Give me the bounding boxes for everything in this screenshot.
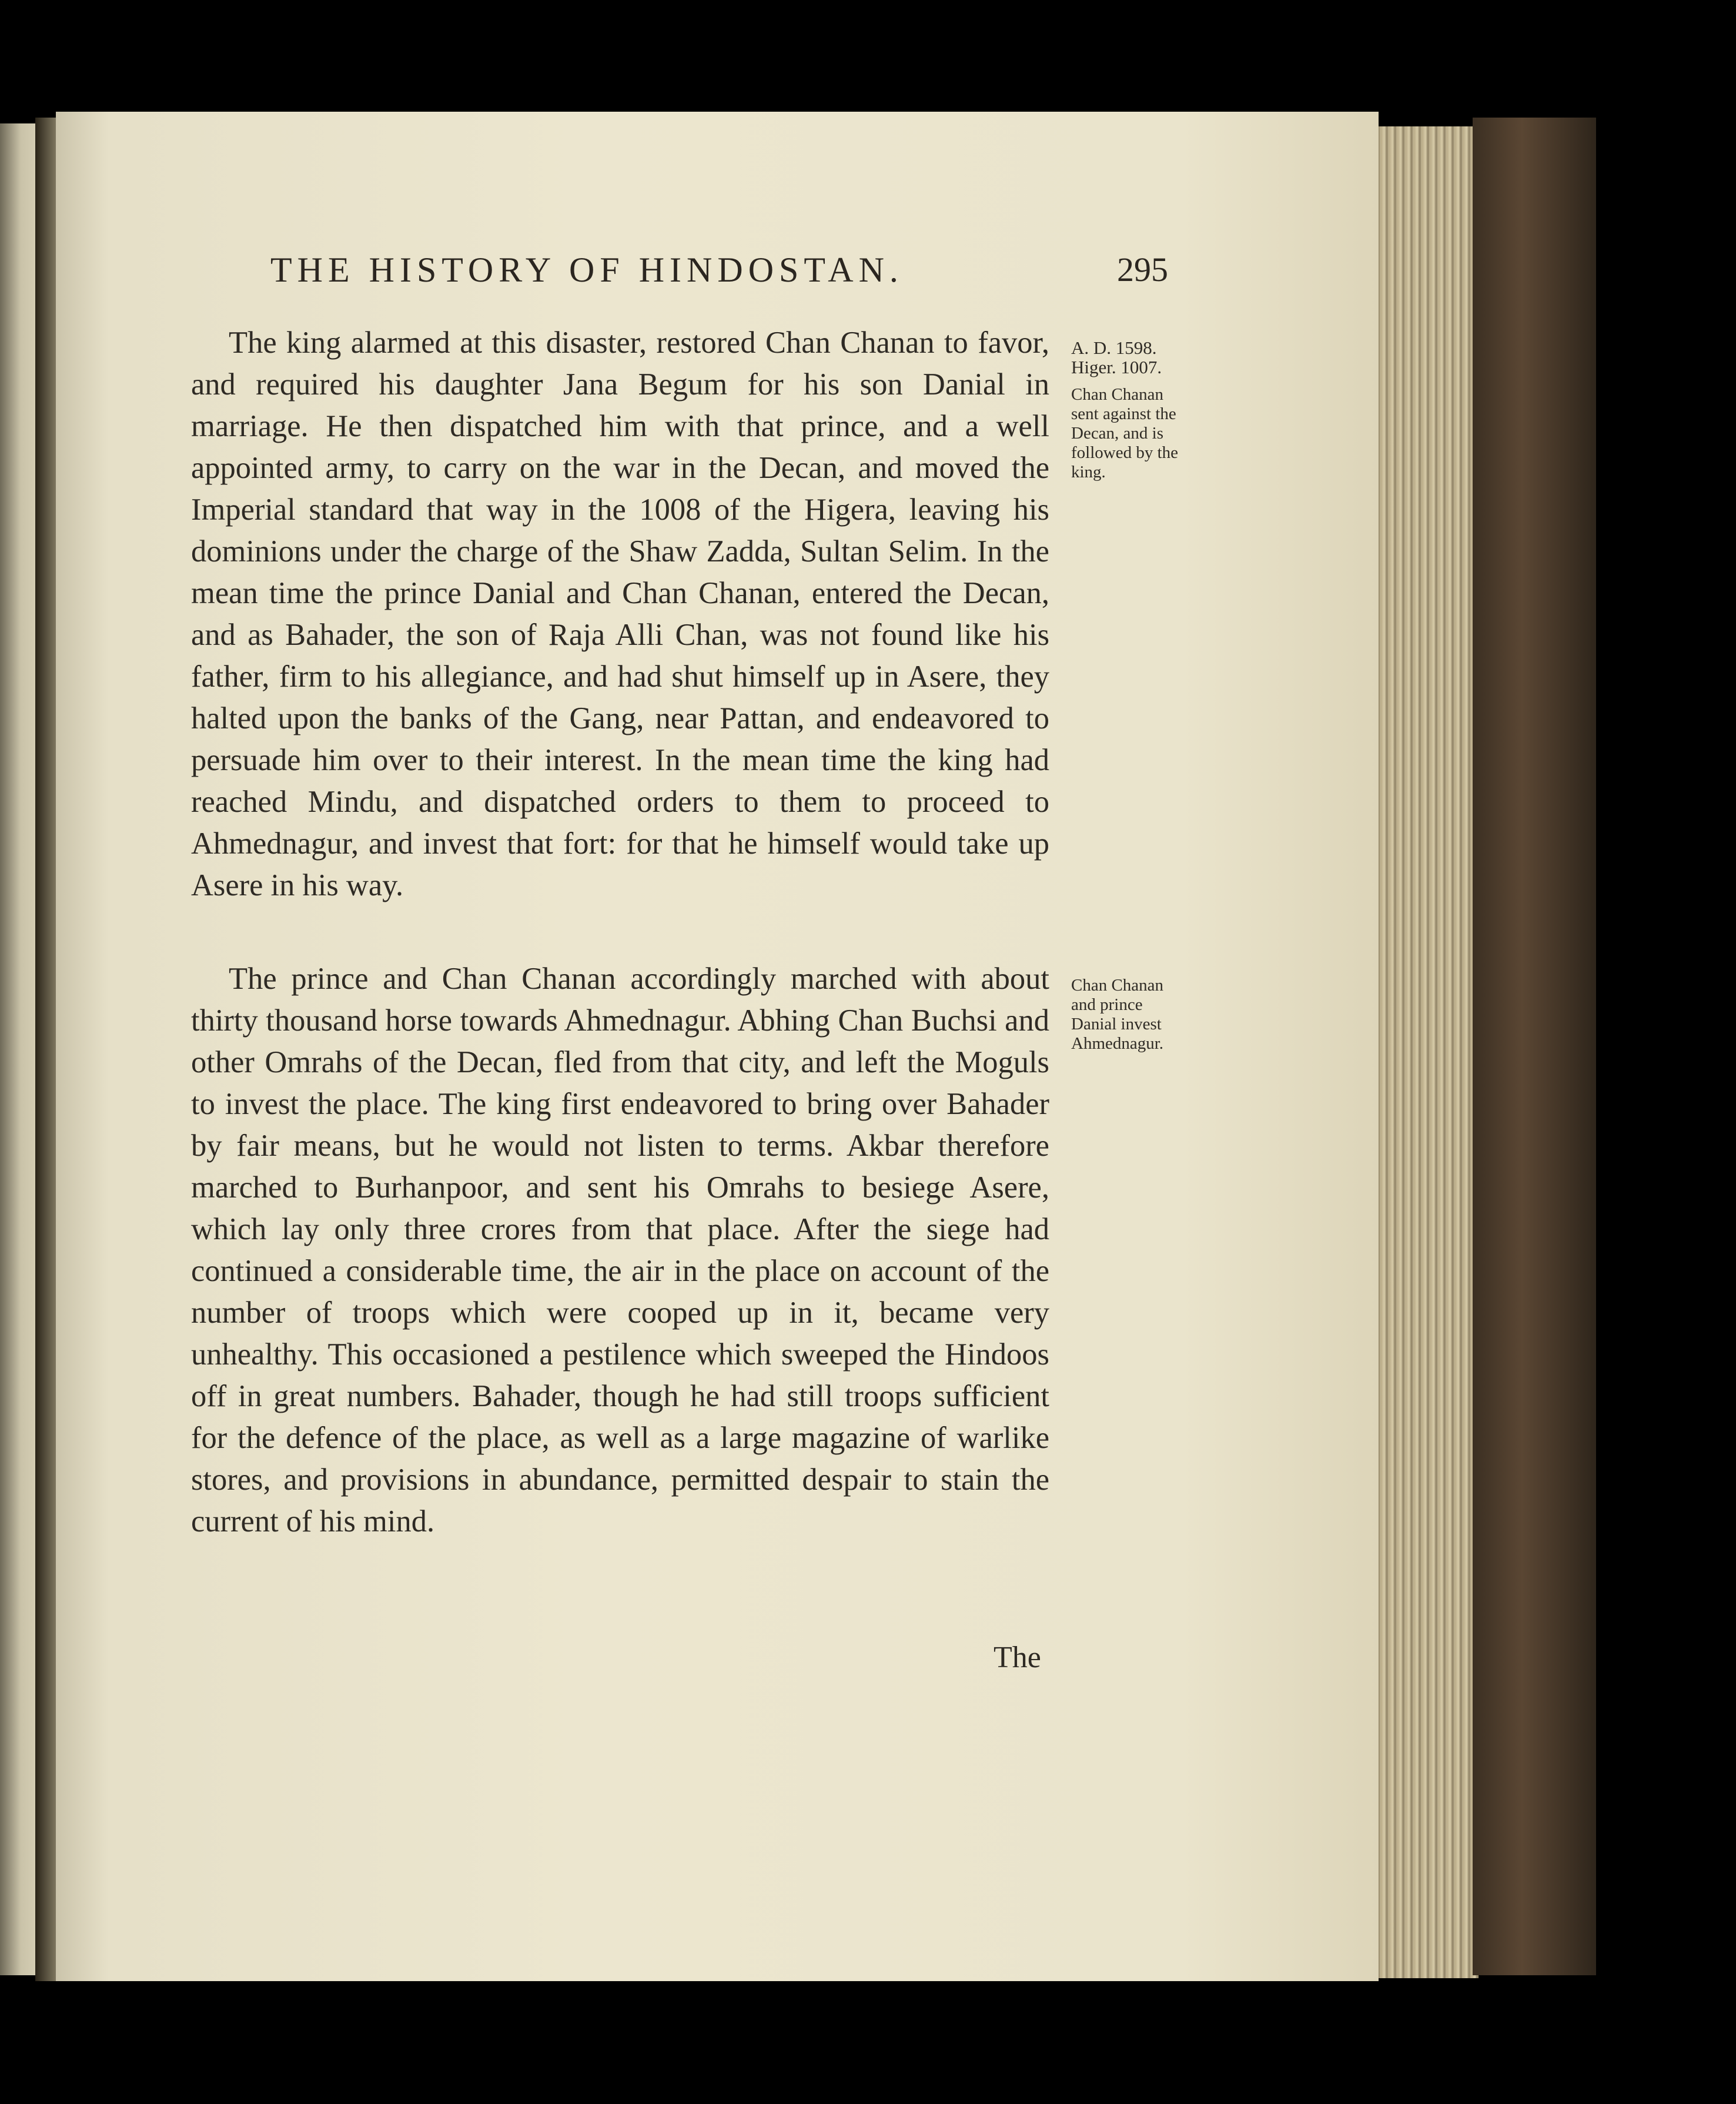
page-fore-edge — [1373, 126, 1479, 1978]
running-head: THE HISTORY OF HINDOSTAN. — [270, 250, 904, 289]
page-number: 295 — [1117, 250, 1168, 289]
book-cover — [1473, 118, 1596, 1975]
paragraph-1 — [191, 322, 1049, 907]
margin-note-1 — [1071, 338, 1189, 482]
paragraph-text: The king alarmed at this disaster, restored Chan Chanan to favor, and required his daughter Jana Begum for his son Danial in marriage. He then dispatched him with that prince, and a well appointed army, to carry on the war in the Decan, and moved the Imperial standard that way in the 1008 of the Higera, leaving his dominions under the charge of the Shaw Zadda, Sultan Selim. In the mean time the prince Danial and Chan Chanan, entered the Decan, and as Bahader, the son of Raja Alli Chan, was not found like his father, firm to his allegiance, and had shut himself up in Asere, they halted upon the banks of the Gang, near Pattan, and endeavored to persuade him over to their interest. In the mean time the king had reached Mindu, and dispatched orders to them to proceed to Ahmednagur, and invest that fort: for that he himself would take up Asere in his way. — [191, 326, 1049, 902]
catchword: The — [994, 1641, 1041, 1674]
paragraph-text: The prince and Chan Chanan accordingly marched with about thirty thousand horse towards Ahmednagur. Abhing Chan Buchsi and other Omrahs of the Decan, fled from that city, and left the Moguls to invest the place. The king first endeavored to bring over Bahader by fair means, but he would not listen to terms. Akbar therefore marched to Burhanpoor, and sent his Omrahs to besiege Asere, which lay only three crores from that place. After the siege had continued a considerable time, the air in the place on account of the number of troops which were cooped up in it, became very unhealthy. This occasioned a pestilence which sweeped the Hindoos off in great numbers. Bahader, though he had still troops sufficient for the defence of the place, as well as a large magazine of warlike stores, and provisions in abundance, permitted despair to stain the current of his mind. — [191, 962, 1049, 1538]
paragraph-2 — [191, 958, 1049, 1543]
margin-note-2 — [1071, 976, 1189, 1053]
book-gutter — [35, 118, 59, 1981]
margin-note-text: Chan Chanan sent against the Decan, and is followed by the king. — [1071, 385, 1179, 481]
margin-note-text: Chan Chanan and prince Danial invest Ahmednagur. — [1071, 976, 1164, 1053]
margin-date-ad: A. D. 1598. — [1071, 337, 1157, 358]
margin-date-higer: Higer. 1007. — [1071, 357, 1162, 377]
